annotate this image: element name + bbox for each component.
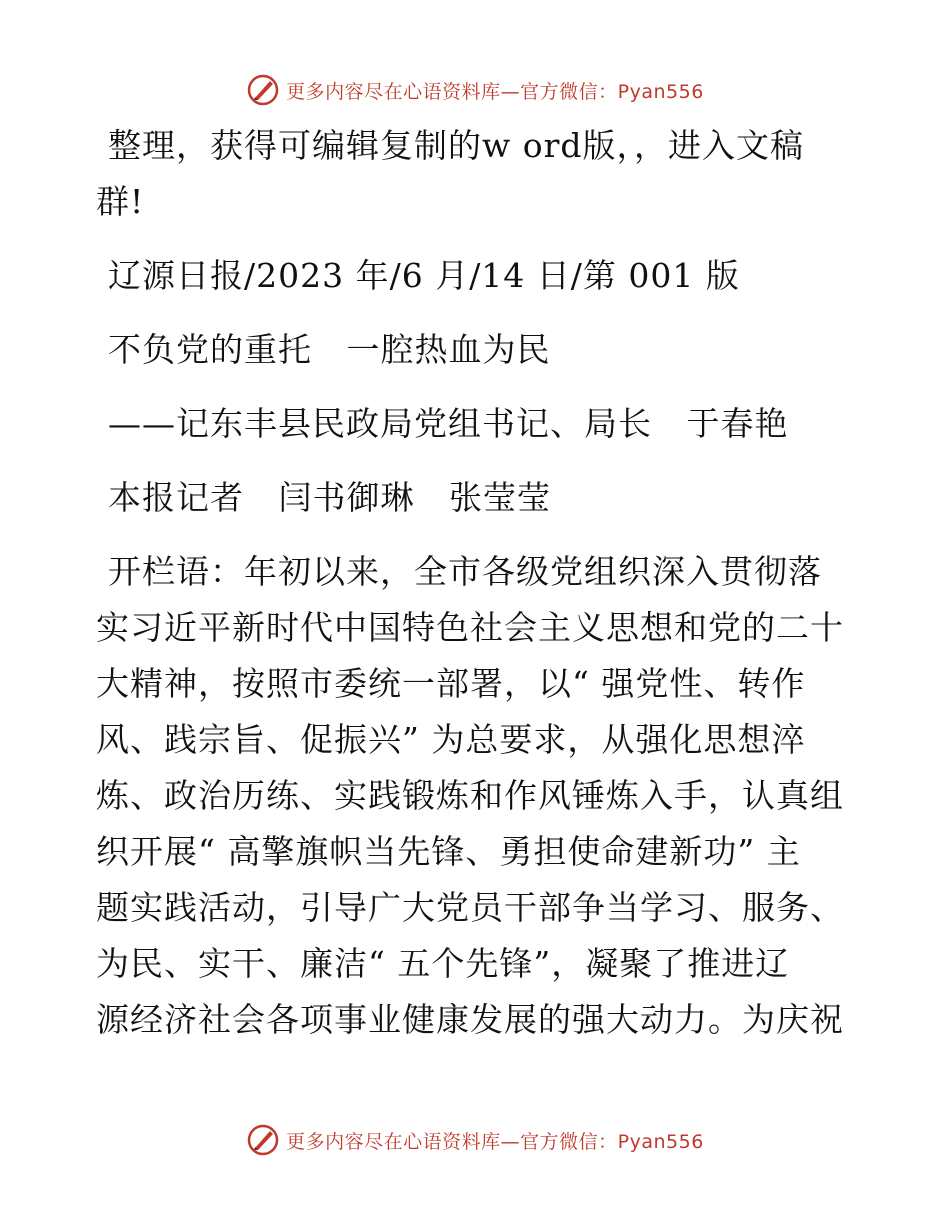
lead-line: 实习近平新时代中国特色社会主义思想和党的二十 (96, 608, 844, 647)
header-banner (0, 70, 950, 110)
lead-paragraph (96, 544, 866, 1048)
lead-line: 源经济社会各项事业健康发展的强大动力。为庆祝 (96, 1000, 844, 1039)
lead-line: 风、践宗旨、促振兴” 为总要求，从强化思想淬 (96, 720, 806, 759)
banner-text (286, 1127, 704, 1154)
footer-banner (0, 1120, 950, 1160)
lead-line: 大精神，按照市委统一部署，以“ 强党性、转作 (96, 664, 806, 703)
banner-separator: — (500, 80, 521, 103)
banner-wechat-text: 官方微信：Pyan556 (520, 1130, 704, 1153)
lead-line: 织开展“ 高擎旗帜当先锋、勇担使命建新功” 主 (96, 832, 801, 871)
quill-pen-circle-icon (246, 73, 280, 107)
quill-pen-circle-icon (246, 1123, 280, 1157)
banner-site-text: 更多内容尽在心语资料库 (286, 80, 501, 103)
byline: 本报记者 闫书御琳 张莹莹 (108, 478, 551, 517)
lead-line: 题实践活动，引导广大党员干部争当学习、服务、 (96, 888, 844, 927)
intro-line-1: 整理，获得可编辑复制的w ord版，，进入文稿 (108, 126, 805, 165)
banner-separator: — (500, 1130, 521, 1153)
document-body (96, 118, 866, 1048)
banner-text (286, 77, 704, 104)
intro-line-2: 群! (96, 182, 145, 221)
lead-line: 炼、政治历练、实践锻炼和作风锤炼入手，认真组 (96, 776, 844, 815)
subheadline: ——记东丰县民政局党组书记、局长 于春艳 (108, 404, 789, 443)
banner-site-text: 更多内容尽在心语资料库 (286, 1130, 501, 1153)
lead-line: 开栏语：年初以来，全市各级党组织深入贯彻落 (108, 552, 822, 591)
banner-wechat-text: 官方微信：Pyan556 (520, 80, 704, 103)
lead-line: 为民、实干、廉洁“ 五个先锋”，凝聚了推进辽 (96, 944, 790, 983)
headline: 不负党的重托 一腔热血为民 (108, 330, 551, 369)
source-line: 辽源日报/2023 年/6 月/14 日/第 001 版 (108, 256, 740, 295)
